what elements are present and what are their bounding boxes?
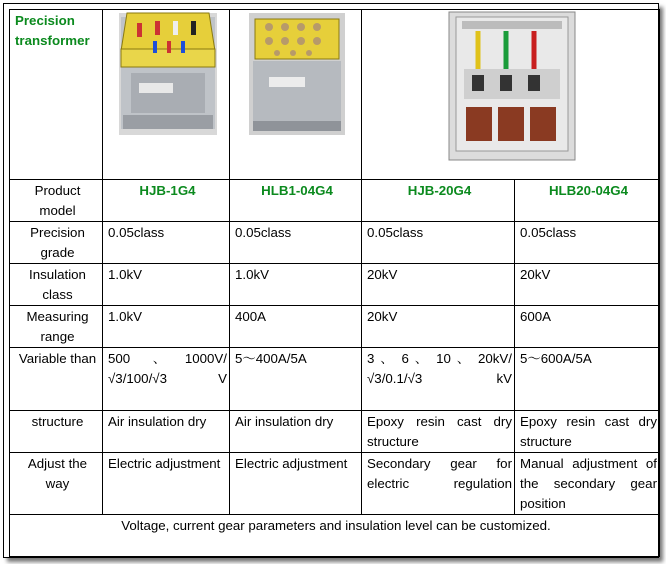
cabinet-transformer-photo: [448, 11, 576, 161]
table-row: [10, 453, 660, 515]
insulation-cell: 1.0kV: [230, 264, 362, 306]
ratio-cell: 500 、1000V/√3/100/√3 V: [103, 348, 230, 411]
table-row: [10, 180, 660, 222]
spec-sheet-frame: [3, 3, 659, 558]
adjust-cell: Electric adjustment: [230, 453, 362, 515]
model-cell: HLB20-04G4: [515, 180, 660, 222]
insulation-cell: 20kV: [362, 264, 515, 306]
table-row: [10, 411, 660, 453]
insulation-cell: 20kV: [515, 264, 660, 306]
grade-cell: 0.05class: [362, 222, 515, 264]
row-label-structure: structure: [10, 411, 103, 453]
model-cell: HLB1-04G4: [230, 180, 362, 222]
ratio-cell: 5～400A/5A: [230, 348, 362, 411]
customization-note: Voltage, current gear parameters and insulation level can be customized.: [10, 515, 660, 557]
ratio-cell: 3 、 6 、 10 、 20kV/√3/0.1/√3 kV: [362, 348, 515, 411]
product-photo-hjb-1g4: [103, 10, 230, 180]
insulation-cell: 1.0kV: [103, 264, 230, 306]
table-row: [10, 348, 660, 411]
range-cell: 400A: [230, 306, 362, 348]
structure-cell: Air insulation dry: [230, 411, 362, 453]
adjust-cell: Secondary gear for electric regulation: [362, 453, 515, 515]
range-cell: 1.0kV: [103, 306, 230, 348]
adjust-cell: Electric adjustment: [103, 453, 230, 515]
row-label-insulation: Insulation class: [10, 264, 103, 306]
table-row: [10, 264, 660, 306]
photo-row: [10, 10, 660, 180]
model-cell: HJB-1G4: [103, 180, 230, 222]
table-row: [10, 306, 660, 348]
page-title: Precision transformer: [10, 10, 103, 180]
row-label-model: Product model: [10, 180, 103, 222]
grade-cell: 0.05class: [103, 222, 230, 264]
spec-table: [9, 9, 660, 557]
voltage-transformer-photo: [117, 11, 219, 137]
product-photo-hjb-20g4: [362, 10, 660, 180]
row-label-grade: Precision grade: [10, 222, 103, 264]
product-photo-hlb1-04g4: [230, 10, 362, 180]
structure-cell: Epoxy resin cast dry structure: [515, 411, 660, 453]
ratio-cell: 5～600A/5A: [515, 348, 660, 411]
grade-cell: 0.05class: [515, 222, 660, 264]
grade-cell: 0.05class: [230, 222, 362, 264]
current-transformer-photo: [247, 11, 347, 137]
row-label-ratio: Variable than: [10, 348, 103, 411]
row-label-range: Measuring range: [10, 306, 103, 348]
structure-cell: Air insulation dry: [103, 411, 230, 453]
adjust-cell: Manual adjustment of the secondary gear position: [515, 453, 660, 515]
structure-cell: Epoxy resin cast dry structure: [362, 411, 515, 453]
table-row: [10, 515, 660, 557]
table-row: [10, 222, 660, 264]
row-label-adjust: Adjust the way: [10, 453, 103, 515]
range-cell: 600A: [515, 306, 660, 348]
range-cell: 20kV: [362, 306, 515, 348]
model-cell: HJB-20G4: [362, 180, 515, 222]
